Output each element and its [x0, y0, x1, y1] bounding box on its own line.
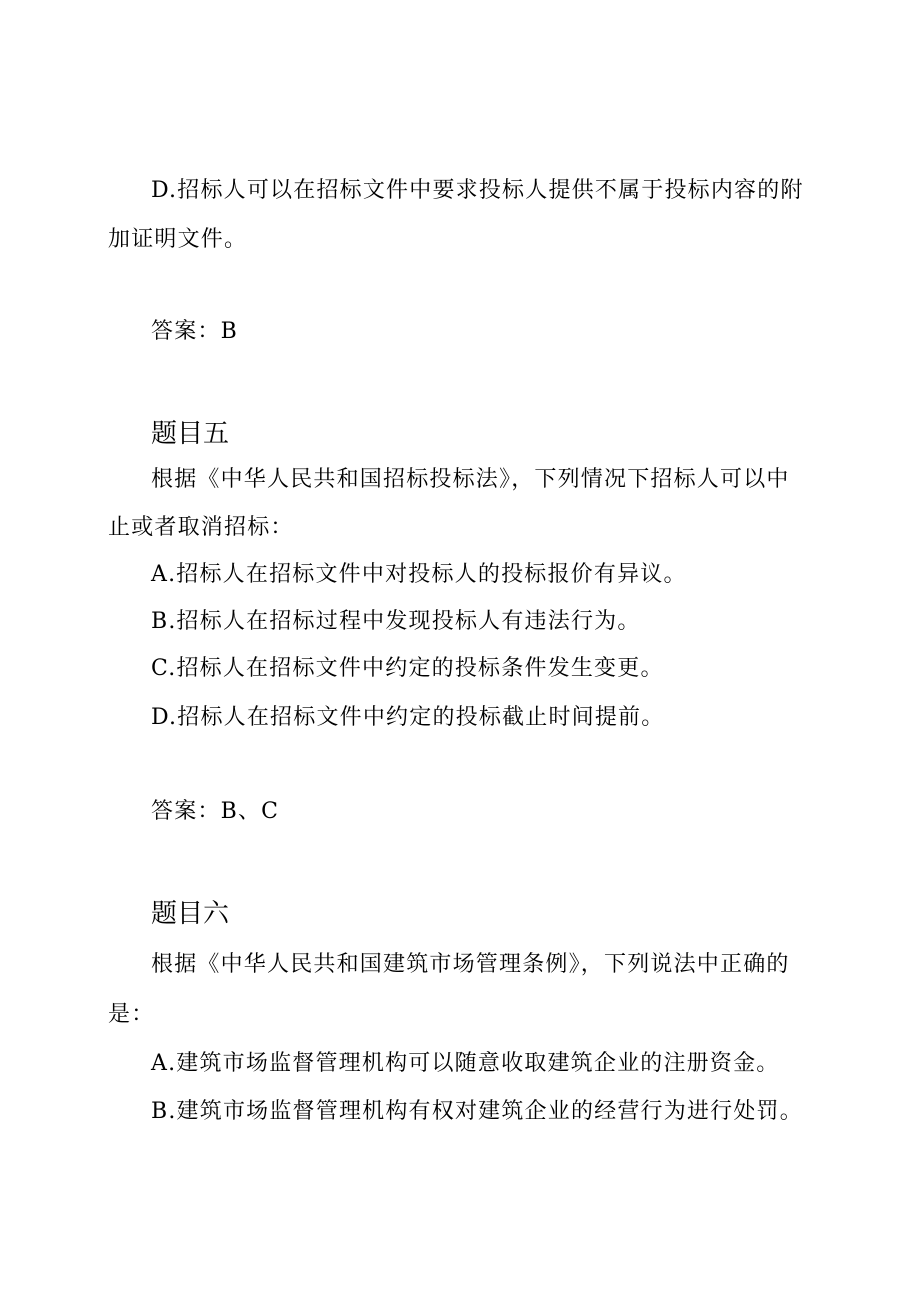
question6-option-b: B.建筑市场监督管理机构有权对建筑企业的经营行为进行处罚。	[151, 1099, 803, 1124]
question5-option-a: A.招标人在招标文件中对投标人的投标报价有异议。	[151, 562, 687, 587]
question5-option-b: B.招标人在招标过程中发现投标人有违法行为。	[151, 609, 641, 634]
prev-option-d-line2: 加证明文件。	[108, 227, 248, 252]
question5-answer: 答案：B、C	[151, 799, 280, 824]
question6-title: 题目六	[151, 899, 230, 929]
question5-title: 题目五	[151, 419, 230, 449]
question6-stem-line2: 是：	[108, 1002, 155, 1027]
prev-option-d-line1: D.招标人可以在招标文件中要求投标人提供不属于投标内容的附	[151, 178, 804, 203]
question6-option-a: A.建筑市场监督管理机构可以随意收取建筑企业的注册资金。	[151, 1051, 780, 1076]
question5-stem-line1: 根据《中华人民共和国招标投标法》，下列情况下招标人可以中	[151, 467, 790, 492]
question6-stem-line1: 根据《中华人民共和国建筑市场管理条例》，下列说法中正确的	[151, 952, 790, 977]
question5-option-c: C.招标人在招标文件中约定的投标条件发生变更。	[151, 656, 664, 681]
question5-stem-line2: 止或者取消招标：	[108, 515, 294, 540]
question5-option-d: D.招标人在招标文件中约定的投标截止时间提前。	[151, 705, 665, 730]
prev-answer: 答案：B	[151, 319, 238, 344]
